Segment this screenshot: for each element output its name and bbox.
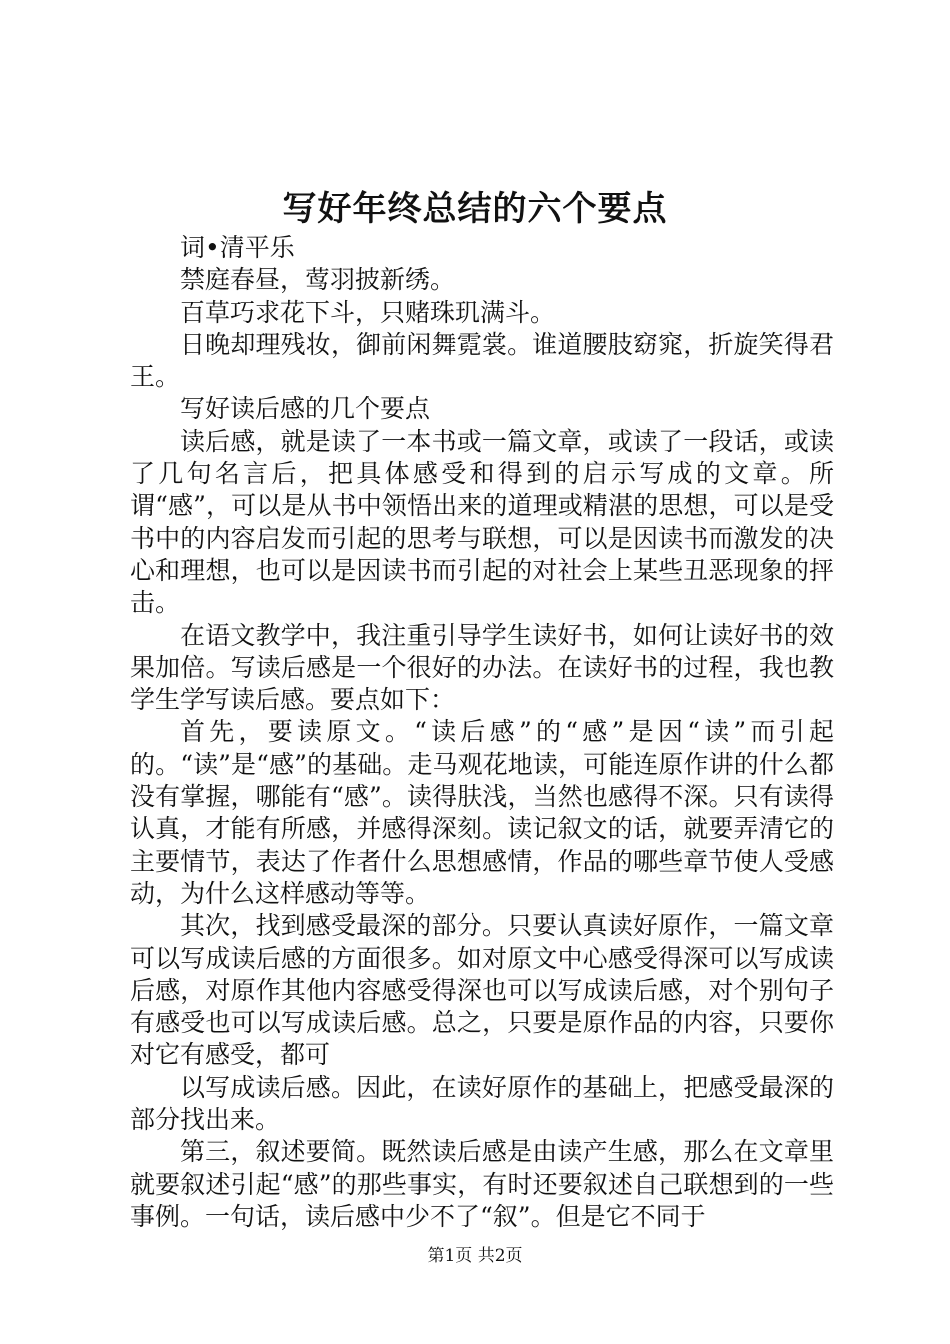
paragraph: 禁庭春昼，莺羽披新绣。: [180, 265, 456, 295]
page-title: 写好年终总结的六个要点: [282, 189, 668, 229]
paragraph: 写好读后感的几个要点: [180, 394, 431, 424]
page-number-footer: 第1页 共2页: [427, 1246, 523, 1266]
paragraph: 在语文教学中，我注重引导学生读好书，如何让读好书的效果加倍。写读后感是一个很好的办法。在读好书的过程，我也教学生学写读后感。要点如下：: [130, 620, 834, 715]
paragraph: 以写成读后感。因此，在读好原作的基础上，把感受最深的部分找出来。: [130, 1072, 834, 1135]
paragraph: 日晚却理残妆，御前闲舞霓裳。谁道腰肢窈窕，折旋笑得君王。: [130, 329, 834, 392]
paragraph: 百草巧求花下斗，只赌珠玑满斗。: [180, 297, 556, 327]
paragraph: 读后感，就是读了一本书或一篇文章，或读了一段话，或读了几句名言后，把具体感受和得到的启示写成的文章。所谓“感”，可以是从书中领悟出来的道理或精湛的思想，可以是受书中的内容启发而引起的思考与联想，可以是因读书而激发的决心和理想，也可以是因读书而引起的对社会上某些丑恶现象的抨击。: [130, 426, 834, 618]
document-body: [130, 232, 834, 1233]
paragraph: 词•清平乐: [180, 233, 295, 262]
paragraph: 其次，找到感受最深的部分。只要认真读好原作，一篇文章可以写成读后感的方面很多。如对原文中心感受得深可以写成读后感，对原作其他内容感受得深也可以写成读后感，对个别句子有感受也可以写成读后感。总之，只要是原作品的内容，只要你对它有感受，都可: [130, 911, 834, 1070]
paragraph: 首先，要读原文。“读后感”的“感”是因“读”而引起的。“读”是“感”的基础。走马观花地读，可能连原作讲的什么都没有掌握，哪能有“感”。读得肤浅，当然也感得不深。只有读得认真，才能有所感，并感得深刻。读记叙文的话，就要弄清它的主要情节，表达了作者什么思想感情，作品的哪些章节使人受感动，为什么这样感动等等。: [130, 717, 834, 908]
paragraph: 第三，叙述要简。既然读后感是由读产生感，那么在文章里就要叙述引起“感”的那些事实，有时还要叙述自己联想到的一些事例。一句话，读后感中少不了“叙”。但是它不同于: [130, 1137, 834, 1231]
